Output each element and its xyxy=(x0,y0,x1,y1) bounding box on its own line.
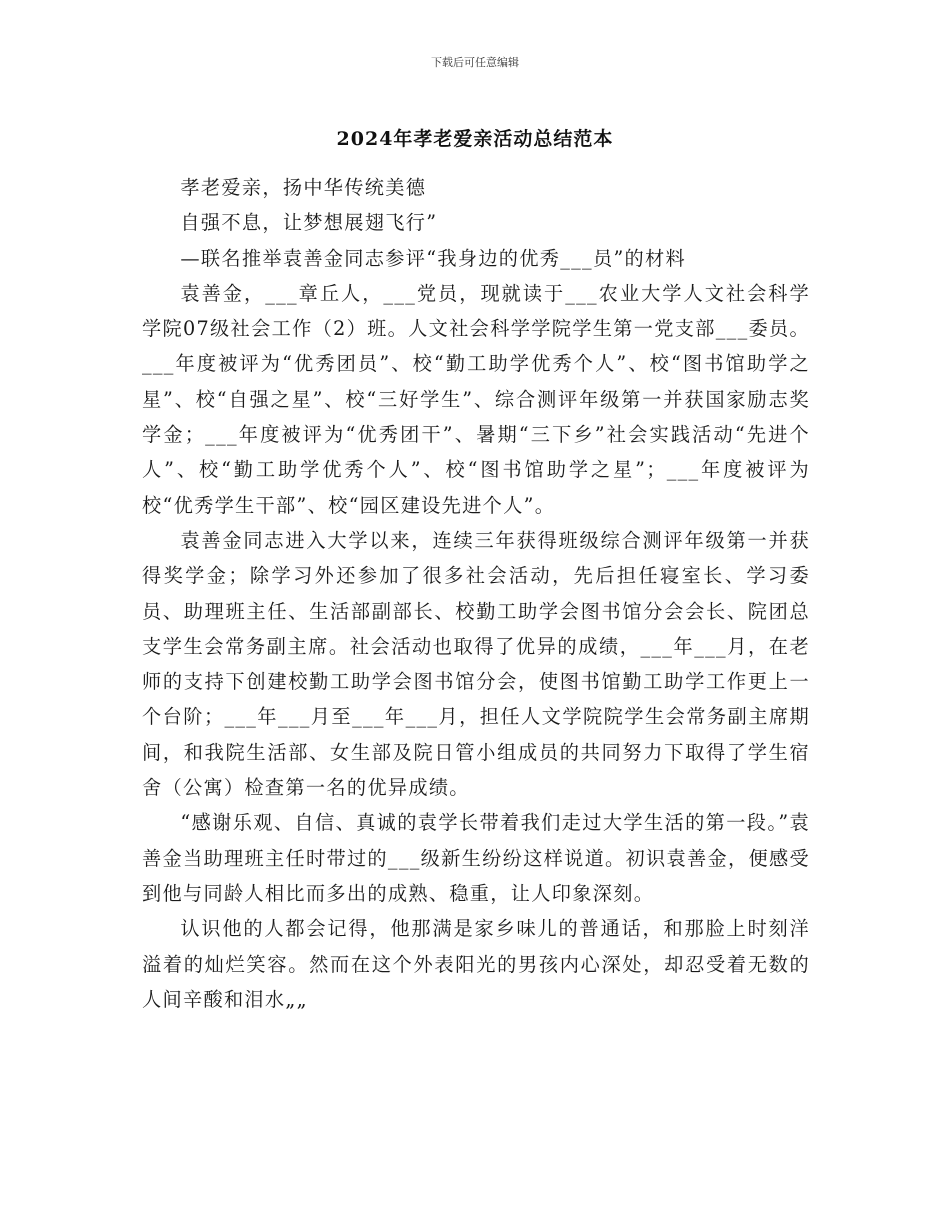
page-header-note: 下载后可任意编辑 xyxy=(431,56,519,69)
document-title: 2024年孝老爱亲活动总结范本 xyxy=(336,128,614,150)
document-body xyxy=(142,170,810,1017)
intro-line-2: 自强不息，让梦想展翅飞行” xyxy=(180,211,438,235)
intro-line-1: 孝老爱亲，扬中华传统美德 xyxy=(180,176,427,199)
paragraph-2: 袁善金同志进入大学以来，连续三年获得班级综合测评年级第一并获得奖学金；除学习外还参加了很多社会活动，先后担任寝室长、学习委员、助理班主任、生活部副部长、校勤工助学会图书馆分会会长、院团总支学生会常务副主席。社会活动也取得了优异的成绩，___年___月，在老师的支持下创建校勤工助学会图书馆分会，使图书馆勤工助学工作更上一个台阶；___年___月至___年___月，担任人文学院院学生会常务副主席期间，和我院生活部、女生部及院日管小组成员的共同努力下取得了学生宿舍（公寓）检查第一名的优异成绩。 xyxy=(142,528,810,800)
intro-line-3: —联名推举袁善金同志参评“我身边的优秀___员”的材料 xyxy=(180,246,687,270)
paragraph-3: “感谢乐观、自信、真诚的袁学长带着我们走过大学生活的第一段。”袁善金当助理班主任时带过的___级新生纷纷这样说道。初识袁善金，便感受到他与同龄人相比而多出的成熟、稳重，让人印象深刻。 xyxy=(142,811,810,905)
paragraph-4: 认识他的人都会记得，他那满是家乡味儿的普通话，和那脸上时刻洋溢着的灿烂笑容。然而在这个外表阳光的男孩内心深处，却忍受着无数的人间辛酸和泪水„„ xyxy=(142,917,810,1011)
paragraph-1: 袁善金，___章丘人，___党员，现就读于___农业大学人文社会科学学院07级社会工作（2）班。人文社会科学学院学生第一党支部___委员。___年度被评为“优秀团员”、校“勤工助学优秀个人”、校“图书馆助学之星”、校“自强之星”、校“三好学生”、综合测评年级第一并获国家励志奖学金；___年度被评为“优秀团干”、暑期“三下乡”社会实践活动“先进个人”、校“勤工助学优秀个人”、校“图书馆助学之星”；___年度被评为校“优秀学生干部”、校“园区建设先进个人”。 xyxy=(142,281,810,517)
